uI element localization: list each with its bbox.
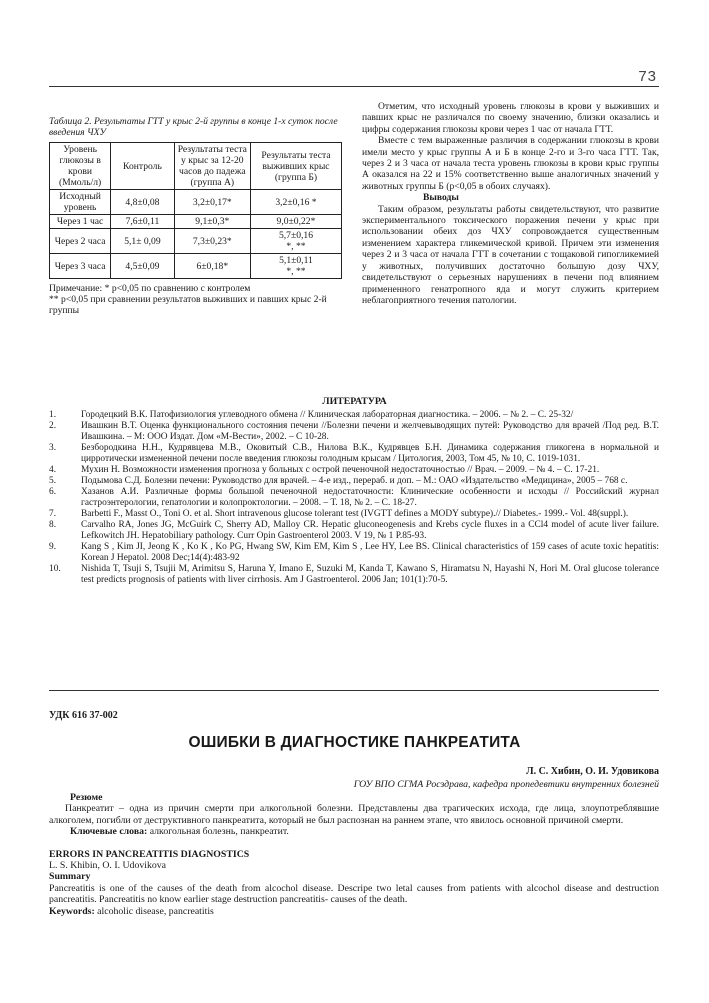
reference-text: Мухин Н. Возможности изменения прогноза у больных с острой печеночной недостаточностью // Врач. – 2009. – № 4. – С. 17-21. — [81, 465, 600, 475]
table-cell: 5,1± 0,09 — [111, 229, 174, 254]
page-number: 73 — [638, 68, 657, 85]
reference-text: Безбородкина Н.Н., Кудрявцева М.В., Оковитый С.В., Нилова В.К., Кудрявцев Б.Н. Динамика содержания гликогена в нормальной и цирротически измененной печени после введения глюкозы голодным крысам / Цитология, 2003, Том 45, № 10, С. 1019-1031. — [81, 443, 659, 464]
english-keywords-label: Keywords: — [49, 905, 95, 917]
udc-code: УДК 616 37-002 — [49, 710, 118, 721]
reference-text: Kang S , Kim JI, Jeong K , Ko K , Ko PG, Hwang SW, Kim EM, Kim S , Lee HY, Lee BS. Clinical characteristics of 159 cases of acute toxic hepatitis: Korean J Hepatol. 2008 Dec;14(4):483-92 — [81, 542, 659, 563]
english-authors: L. S. Khibin, O. I. Udovikova — [49, 860, 167, 872]
reference-number: 8. — [49, 520, 57, 530]
table-row — [50, 190, 342, 215]
reference-list — [49, 410, 659, 586]
table-cell: Через 2 часа — [50, 229, 111, 254]
keywords-text: алкогольная болезнь, панкреатит. — [147, 826, 289, 838]
table-cell: 7,6±0,11 — [111, 215, 174, 229]
reference-text: Nishida T, Tsuji S, Tsujii M, Arimitsu S, Haruna Y, Imano E, Suzuki M, Kanda T, Kawano S, Hiramatsu N, Hayashi N, Hori M. Oral glucose tolerance test predicts prognosis of patients with liver cirrhosis. Am J Gastroenterol. 2006 Jan; 101(1):70-5. — [81, 564, 659, 585]
table-row — [50, 254, 342, 279]
table-cell: Исходный уровень — [50, 190, 111, 215]
table-cell: 3,2±0,16 * — [250, 190, 341, 215]
header-rule — [49, 86, 659, 87]
list-item — [49, 421, 659, 443]
table-header-cell: Результаты теста выживших крыс (группа Б) — [250, 143, 341, 190]
list-item — [49, 465, 659, 476]
table-cell: 3,2±0,17* — [174, 190, 250, 215]
table-cell: 7,3±0,23* — [174, 229, 250, 254]
table-row — [50, 215, 342, 229]
left-column — [49, 116, 342, 316]
table-cell: 4,8±0,08 — [111, 190, 174, 215]
reference-text: Хазанов А.И. Различные формы большой печеночной недостаточности: Клинические особенности и исходы // Российский журнал гастроэнтерологии, гепатологии и колопроктологии. – 2008. – Т. 18, № 2. – С. 18-27. — [81, 487, 659, 508]
table-cell: 9,1±0,3* — [174, 215, 250, 229]
table-cell: Через 3 часа — [50, 254, 111, 279]
ggt-table — [49, 142, 342, 279]
reference-number: 6. — [49, 487, 57, 497]
table-note: Примечание: * p<0,05 по сравнению с контролем — [49, 283, 251, 294]
reference-text: Ивашкин В.Т. Оценка функционального состояния печени //Болезни печени и желчевыводящих путей: Руководство для врачей /Под ред. В.Т. Ивашкина. – М: ООО Издат. Дом «М-Вести», 2002. – С 10-28. — [81, 421, 659, 442]
abstract — [49, 792, 659, 917]
table-cell: 5,1±0,11 *, ** — [250, 254, 341, 279]
table-notes — [49, 283, 342, 316]
reference-number: 10. — [49, 564, 61, 574]
spacer — [49, 838, 659, 849]
english-keywords-text: alcoholic disease, pancreatitis — [94, 905, 214, 917]
list-item — [49, 542, 659, 564]
table-cell: 6±0,18* — [174, 254, 250, 279]
conclusions-heading: Выводы — [423, 192, 459, 204]
paragraph: Таким образом, результаты работы свидетельствуют, что развитие экспериментального токсического поражения печени у крыс при использовании обеих доз ЧХУ сопровождается существенным изменением характера гликемической кривой. Причем эти изменения через 2 и 3 часа от начала ГТТ в сочетании с тощаковой гипогликемией у животных, получивших достаточно большую дозу ЧХУ, свидетельствуют о серьезных нарушениях в печени под влиянием примененного генатропного яда и могут служить критерием неблагоприятного течения патологии. — [362, 203, 659, 306]
reference-number: 7. — [49, 509, 57, 519]
article-affiliation: ГОУ ВПО СГМА Росздрава, кафедра пропедевтики внутренних болезней — [353, 779, 659, 790]
keywords-line — [49, 826, 659, 837]
english-summary-text: Pancreatitis is one of the causes of the death from alcochol disease. Descripe two letal causes from patients with alcochol disease and destruction pancreatitis. Pancreatitis no know earlier stage destruction pancreatitis- causes of the death. — [49, 882, 659, 906]
list-item — [49, 476, 659, 487]
english-keywords-line — [49, 906, 659, 917]
right-column — [362, 101, 659, 306]
reference-text: Carvalho RA, Jones JG, McGuirk C, Sherry AD, Malloy CR. Hepatic gluconeogenesis and Krebs cycle fluxes in a CCl4 model of acute liver failure. Lefkowitch JH. Hepatobiliary pathology. Curr Opin Gastroenterol 2003. V 19, № 1 P.85-93. — [81, 520, 659, 541]
table-note: ** p<0,05 при сравнении результатов выживших и павших крыс 2-й группы — [49, 294, 327, 316]
table-header-cell: Результаты теста у крыс за 12-20 часов до падежа (группа А) — [174, 143, 250, 190]
reference-number: 2. — [49, 421, 57, 431]
paragraph: Вместе с тем выраженные различия в содержании глюкозы в крови имели место у крыс группы А и Б в конце 2-го и 3-го часа ГТТ. Так, через 2 и 3 часа от начала теста уровень глюкозы в крови крыс группы А оказался на 22 и 15% соответственно выше аналогичных значений у животных группы Б (p<0,05 в обоих случаях). — [362, 135, 659, 192]
reference-text: Городецкий В.К. Патофизиология углеводного обмена // Клиническая лабораторная диагностика. – 2006. – № 2. – С. 25-32/ — [81, 410, 574, 420]
reference-text: Barbetti F., Masst O., Toni O. et al. Short intravenous glucose tolerant test (IVGTT defines a MODY subtype).// Diabetes.- 1999.- Vol. 48(suppl.). — [81, 509, 629, 519]
reference-text: Подымова С.Д. Болезни печени: Руководство для врачей. – 4-е изд., перераб. и доп. – М.: ОАО «Издательство «Медицина», 2005 – 768 с. — [81, 476, 628, 486]
english-title: ERRORS IN PANCREATITIS DIAGNOSTICS — [49, 848, 250, 860]
summary-text: Панкреатит – одна из причин смерти при алкогольной болезни. Представлены два трагических исхода, где лица, злоупотреблявшие алкоголем, погибли от деструктивного панкреатита, который не был распознан на раннем этапе, что явилось основной причиной смерти. — [49, 803, 659, 826]
reference-number: 9. — [49, 542, 57, 552]
list-item — [49, 564, 659, 586]
table-cell: 9,0±0,22* — [250, 215, 341, 229]
table-cell: 4,5±0,09 — [111, 254, 174, 279]
table-header-row — [50, 143, 342, 190]
reference-number: 5. — [49, 476, 57, 486]
reference-number: 4. — [49, 465, 57, 475]
list-item — [49, 509, 659, 520]
list-item — [49, 410, 659, 421]
table-cell: Через 1 час — [50, 215, 111, 229]
english-summary-heading: Summary — [49, 871, 91, 883]
article-title: ОШИБКИ В ДИАГНОСТИКЕ ПАНКРЕАТИТА — [188, 734, 521, 751]
summary-heading: Резюме — [70, 792, 103, 803]
reference-number: 1. — [49, 410, 57, 420]
list-item — [49, 520, 659, 542]
list-item — [49, 487, 659, 509]
table-caption: Таблица 2. Результаты ГТТ у крыс 2-й группы в конце 1-х суток после введения ЧХУ — [49, 116, 338, 138]
section-divider — [49, 690, 659, 691]
keywords-label: Ключевые слова: — [70, 826, 148, 838]
article-authors: Л. С. Хибин, О. И. Удовикова — [526, 766, 659, 777]
table-cell: 5,7±0,16 *, ** — [250, 229, 341, 254]
reference-number: 3. — [49, 443, 57, 453]
literature-title: ЛИТЕРАТУРА — [322, 396, 387, 407]
paragraph: Отметим, что исходный уровень глюкозы в крови у выживших и павших крыс не различался по своему значению, близки оказались и цифры содержания глюкозы крови через 1 час от начала ГТТ. — [362, 101, 659, 135]
table-header-cell: Уровень глюкозы в крови (Ммоль/л) — [50, 143, 111, 190]
table-row — [50, 229, 342, 254]
list-item — [49, 443, 659, 465]
table-header-cell: Контроль — [111, 143, 174, 190]
